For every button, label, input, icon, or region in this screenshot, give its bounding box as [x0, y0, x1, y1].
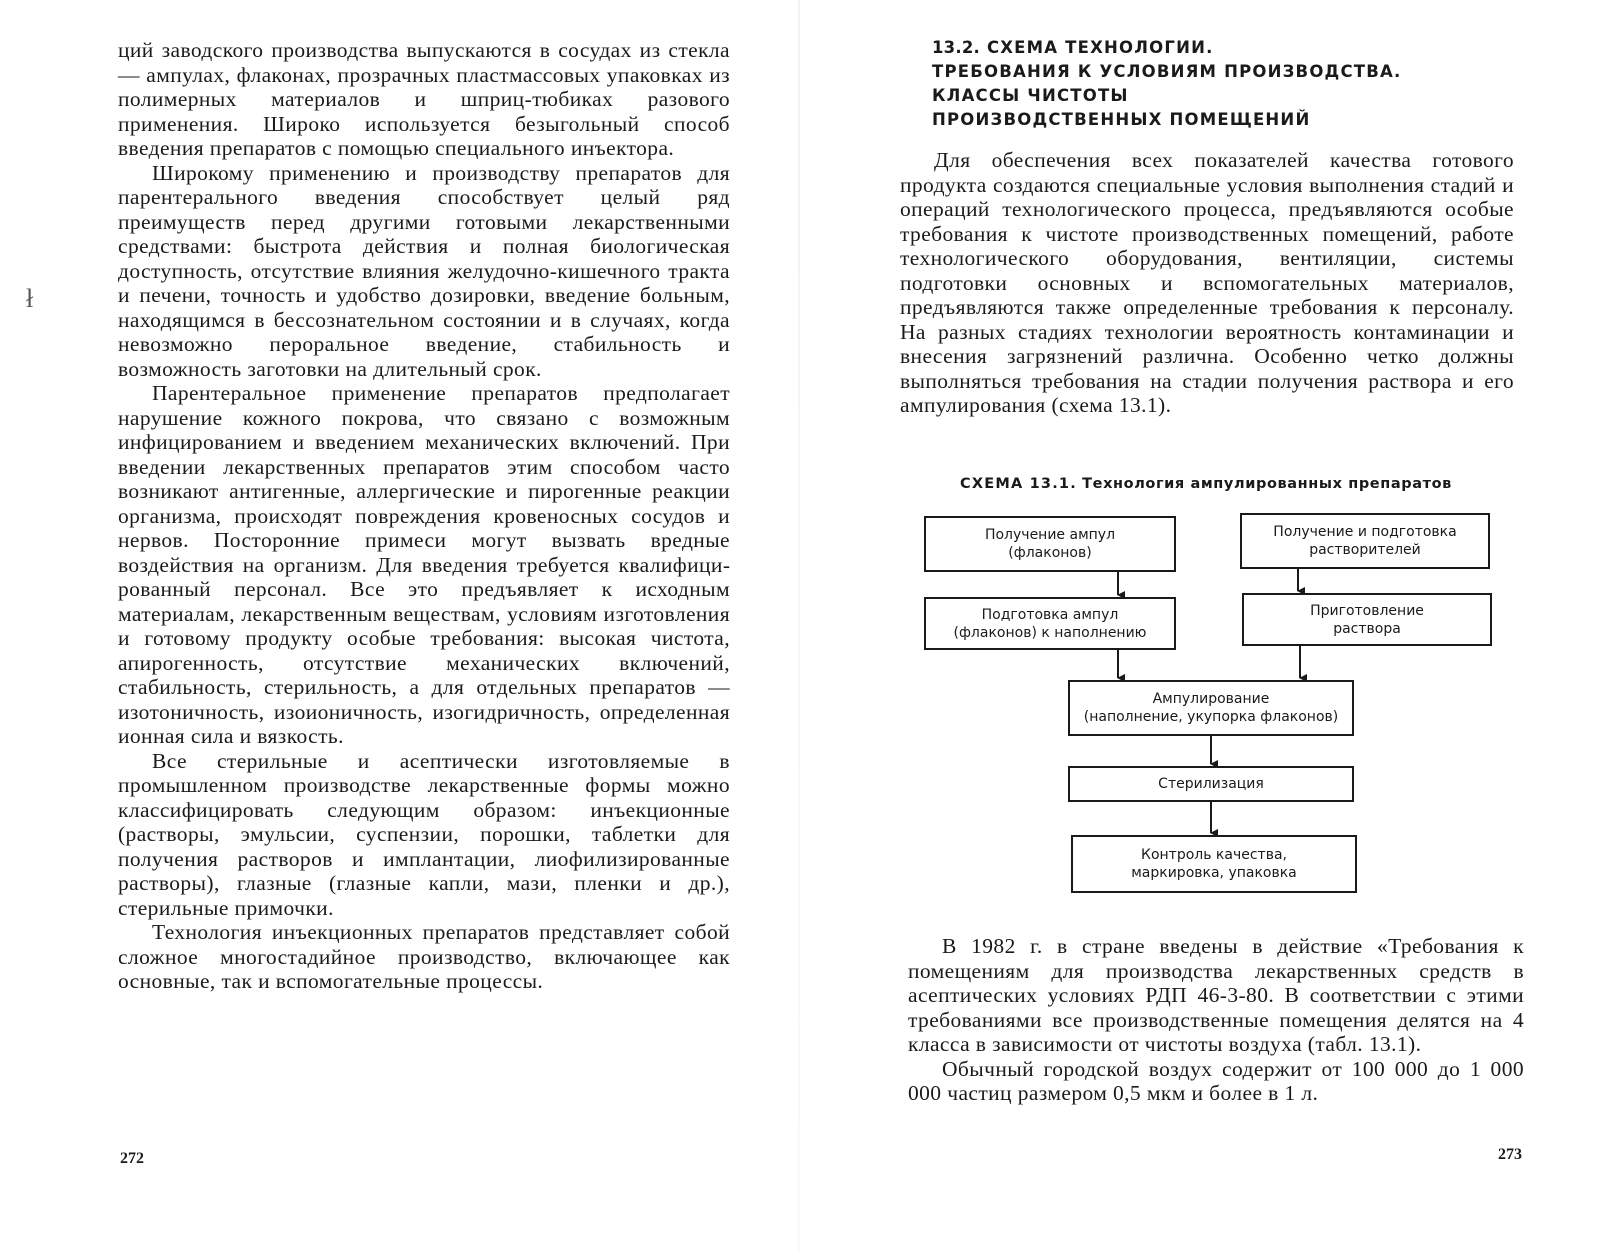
- handwritten-margin-mark: ł: [26, 284, 34, 313]
- box-text: (наполнение, укупорка флаконов): [1083, 709, 1339, 725]
- box-text: Контроль качества,: [1141, 847, 1287, 863]
- paragraph: Парентеральное применение препаратов предполагает нарушение кожного покрова, что связано с возможным инфицированием и введением механических включений. При введении лекарственных препаратов этим способом часто возникают антигенные, аллергические и пирогенные реакции организма, происходят повреждения кровеносных сосудов и нервов. Посторонние примеси могут вызвать вредные воздействия на организм. Для введения требуется квалифицированный персонал. Все это предъявляет к исходным материалам, лекарственным веществам, условиям изготовления и готовому продукту особые требования: высокая чистота, апирогенность, отсутствие механических включений, стабильность, стерильность, а для отдельных препаратов — изотоничность, изоионичность, изогидричность, определенная ионная сила и вязкость.: [118, 381, 730, 748]
- heading-line: ТРЕБОВАНИЯ К УСЛОВИЯМ ПРОИЗВОДСТВА.: [932, 62, 1402, 81]
- right-page-bottom-text: [908, 934, 1524, 1106]
- page-number: 273: [1498, 1146, 1522, 1163]
- scheme-caption: [960, 476, 1452, 492]
- box-text: Подготовка ампул: [981, 606, 1119, 623]
- box-text: Получение и подготовка: [1273, 524, 1457, 540]
- paragraph: Технология инъекционных препаратов представляет собой сложное многостадийное производство, включающее как основные, так и вспомогательные процессы.: [118, 920, 730, 993]
- heading-line: ПРОИЗВОДСТВЕННЫХ ПОМЕЩЕНИЙ: [932, 110, 1311, 129]
- paragraph: ций заводского производства выпускаются в сосудах из стекла — ампулах, флаконах, прозрачных пластмассовых упаковках из полимерных материалов и шприц-тюбиках разового применения. Широко используется безыгольный способ введения препаратов с помощью специального инъектора.: [118, 38, 730, 160]
- section-heading: [932, 36, 1514, 132]
- box-text: Приготовление: [1310, 602, 1424, 619]
- box-text: Получение ампул: [984, 527, 1116, 543]
- section-number: 13.2.: [932, 38, 980, 57]
- scheme-box-control: [1071, 835, 1357, 893]
- scheme-box-prep: [924, 597, 1176, 650]
- paragraph: Все стерильные и асептически изготовляемые в промышленном производстве лекарственные формы можно классифицировать следующим образом: инъекционные (растворы, эмульсии, суспензии, порошки, таблетки для получения растворов и имплантации, лиофилизированные растворы), глазные (глазные капли, мази, пленки и др.), стерильные примочки.: [118, 748, 730, 920]
- scheme-box-ampoules: [924, 516, 1176, 572]
- paragraph: Для обеспечения всех показателей качества готового продукта создаются специальные условия выполнения стадий и операций технологического процесса, предъявляются особые требования к чистоте производственных помещений, работе технологического оборудования, вентиляции, системы подготовки основных и вспомогательных материалов, предъявляются также определенные требования к персоналу. На разных стадиях технологии вероятность контаминации и внесения загрязнений различна. Особенно четко должны выполняться требования на стадии получения раствора и его ампулирования (схема 13.1).: [900, 148, 1514, 417]
- box-text: (флаконов): [1008, 545, 1092, 561]
- scheme-box-solution: [1242, 593, 1492, 646]
- box-text: (флаконов) к наполнению: [953, 624, 1147, 641]
- box-text: растворителей: [1309, 542, 1421, 558]
- box-text: Стерилизация: [1158, 776, 1264, 792]
- left-page: [0, 0, 800, 1251]
- right-page-top-text: [900, 36, 1514, 418]
- box-text: маркировка, упаковка: [1131, 865, 1297, 881]
- scheme-label: СХЕМА 13.1.: [960, 476, 1077, 492]
- scheme-box-filling: [1068, 680, 1354, 736]
- page-number: 272: [120, 1150, 144, 1167]
- box-text: Ампулирование: [1152, 691, 1270, 707]
- left-page-text: [118, 38, 730, 994]
- scheme-box-sterilization: [1068, 766, 1354, 802]
- heading-line: СХЕМА ТЕХНОЛОГИИ.: [986, 38, 1214, 57]
- paragraph: В 1982 г. в стране введены в действие «Требования к помещениям для производства лекарственных средств в асептических условиях РДП 46-3-80. В соответствии с этими требованиями все производственные помещения делятся на 4 класса в зависимости от чистоты воздуха (табл. 13.1).: [908, 934, 1524, 1056]
- paragraph: Широкому применению и производству препаратов для парентерального введения способствует целый ряд преимуществ перед другими готовыми лекарственными средствами: быстрота действия и полная биологическая доступность, отсутствие влияния желудочно-кишечного тракта и печени, точность и удобство дозировки, введение больным, находящимся в бессознательном состоянии и в случаях, когда невозможно пероральное введение, стабильность и возможность заготовки на длительный срок.: [118, 160, 730, 381]
- heading-line: КЛАССЫ ЧИСТОТЫ: [932, 86, 1129, 105]
- box-text: раствора: [1333, 620, 1401, 637]
- scheme-box-solvent: [1240, 513, 1490, 569]
- right-page: [800, 0, 1601, 1251]
- paragraph: Обычный городской воздух содержит от 100 000 до 1 000 000 частиц размером 0,5 мкм и более в 1 л.: [908, 1056, 1524, 1105]
- scheme-title: Технология ампулированных препаратов: [1082, 476, 1452, 492]
